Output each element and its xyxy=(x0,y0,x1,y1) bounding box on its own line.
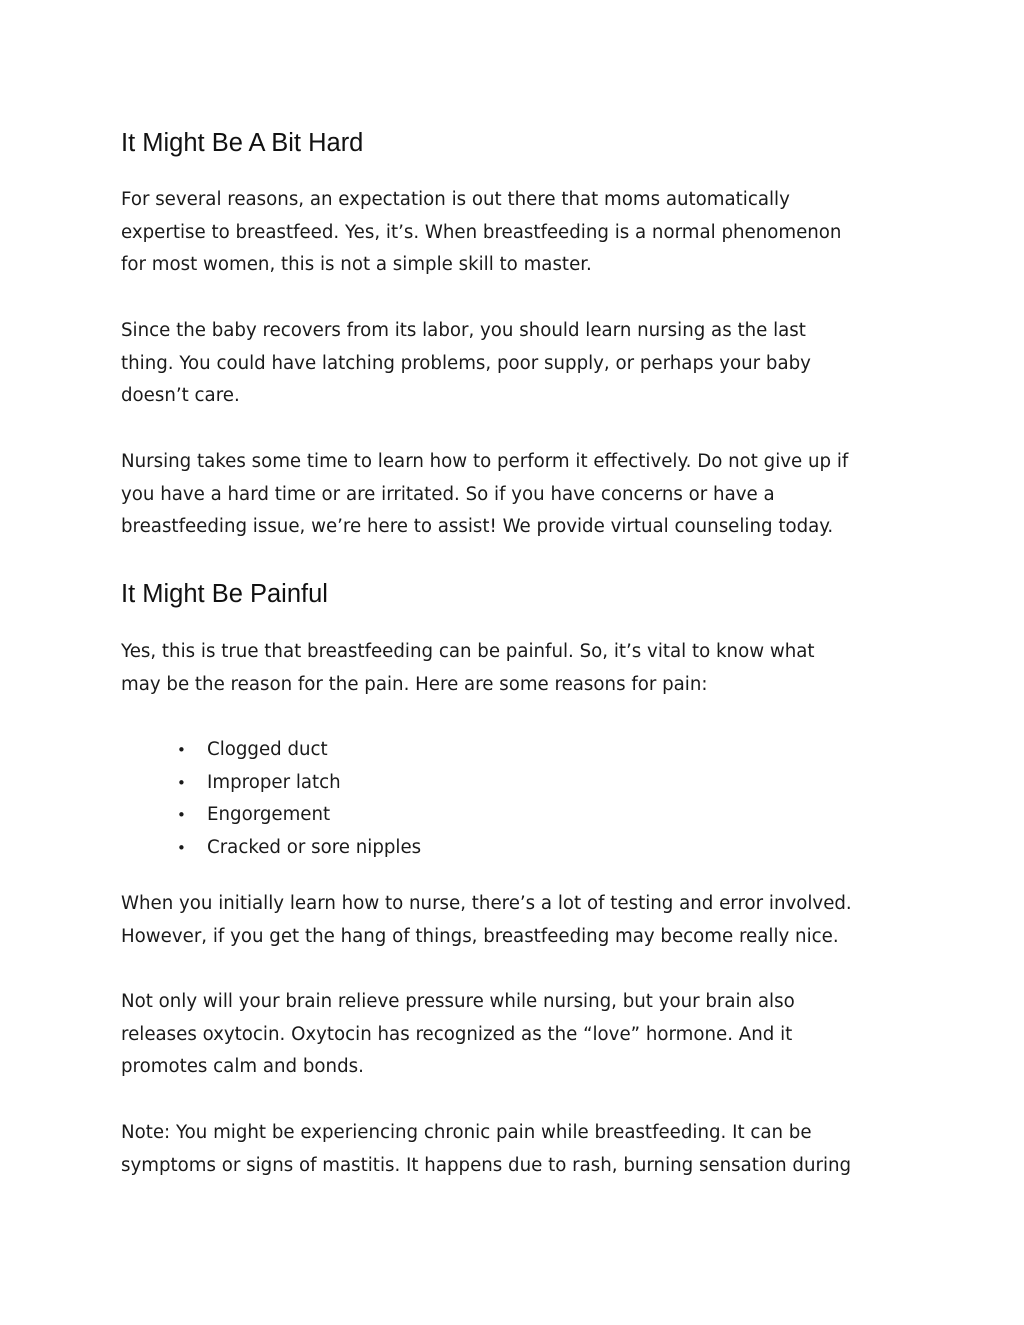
paragraph-line: Not only will your brain relieve pressure while nursing, but your brain also xyxy=(121,991,795,1012)
paragraph-line: Nursing takes some time to learn how to perform it effectively. Do not give up if xyxy=(121,451,849,472)
paragraph-line: expertise to breastfeed. Yes, it’s. When breastfeeding is a normal phenomenon xyxy=(121,221,842,243)
paragraph-line: Note: You might be experiencing chronic pain while breastfeeding. It can be xyxy=(121,1122,812,1143)
list-item-label: Cracked or sore nipples xyxy=(207,836,422,858)
paragraph-line: doesn’t care. xyxy=(121,385,240,407)
paragraph-oxytocin xyxy=(121,986,795,1084)
paragraph-expectation xyxy=(121,184,841,282)
list-item xyxy=(121,767,421,800)
section-heading-hard: It Might Be A Bit Hard xyxy=(121,129,364,157)
list-item xyxy=(121,799,421,832)
paragraph-pain-intro xyxy=(121,636,815,701)
paragraph-line: promotes calm and bonds. xyxy=(121,1056,364,1078)
pain-reasons-list xyxy=(121,734,421,864)
paragraph-line: breastfeeding issue, we’re here to assist! We provide virtual counseling today. xyxy=(121,516,834,538)
paragraph-line: you have a hard time or are irritated. So if you have concerns or have a xyxy=(121,483,775,505)
list-item-label: Improper latch xyxy=(207,771,341,793)
list-item-label: Engorgement xyxy=(207,804,331,826)
paragraph-line: may be the reason for the pain. Here are some reasons for pain: xyxy=(121,673,708,695)
bullet-icon: • xyxy=(177,838,186,857)
paragraph-trial-error xyxy=(121,888,852,953)
paragraph-note-mastitis xyxy=(121,1117,851,1182)
paragraph-line: When you initially learn how to nurse, there’s a lot of testing and error involved. xyxy=(121,893,852,914)
section-heading-painful: It Might Be Painful xyxy=(121,580,328,608)
paragraph-line: releases oxytocin. Oxytocin has recognized as the “love” hormone. And it xyxy=(121,1023,793,1045)
paragraph-line: for most women, this is not a simple skill to master. xyxy=(121,254,592,276)
paragraph-line: However, if you get the hang of things, breastfeeding may become really nice. xyxy=(121,925,839,947)
paragraph-line: Since the baby recovers from its labor, you should learn nursing as the last xyxy=(121,320,806,341)
paragraph-line: symptoms or signs of mastitis. It happens due to rash, burning sensation during xyxy=(121,1154,852,1176)
list-item xyxy=(121,832,421,865)
paragraph-labor xyxy=(121,315,811,413)
paragraph-nursing-time xyxy=(121,446,848,544)
bullet-icon: • xyxy=(177,806,186,825)
paragraph-line: For several reasons, an expectation is out there that moms automatically xyxy=(121,189,790,210)
bullet-icon: • xyxy=(177,773,186,792)
bullet-icon: • xyxy=(177,741,186,759)
list-item xyxy=(121,734,421,767)
paragraph-line: thing. You could have latching problems, poor supply, or perhaps your baby xyxy=(121,352,811,374)
list-item-label: Clogged duct xyxy=(207,739,328,760)
paragraph-line: Yes, this is true that breastfeeding can be painful. So, it’s vital to know what xyxy=(121,641,815,662)
